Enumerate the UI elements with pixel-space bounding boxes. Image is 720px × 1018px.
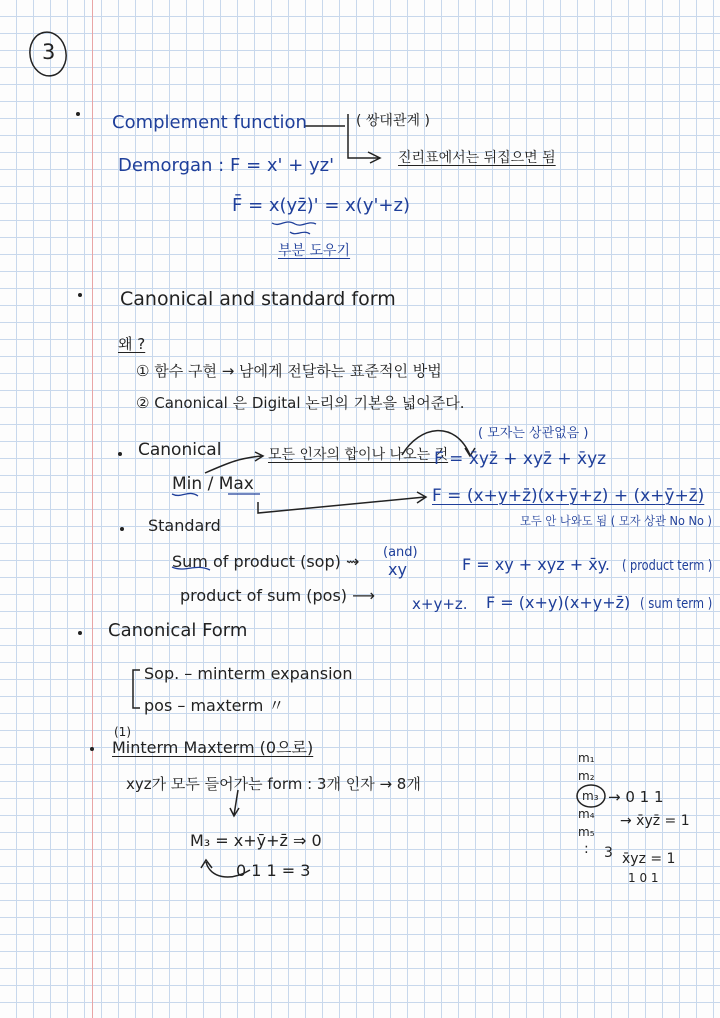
bits-equation: 0 1 1 = 3: [236, 861, 311, 880]
canonical-note: 모든 인자의 합이나 나오는 것: [268, 447, 449, 463]
pos-label: product of sum (pos) ⟶: [180, 586, 376, 605]
minterm-number: (1): [114, 725, 131, 739]
side-m1: m₁: [578, 751, 595, 765]
fbar-underline: [272, 222, 316, 225]
demorgan-label: Demorgan :: [118, 155, 225, 176]
duality-note: ( 쌍대관계 ): [356, 113, 430, 129]
xyz-form-line: xyz가 모두 들어가는 form : 3개 인자 → 8개: [126, 775, 421, 793]
standard-label: Standard: [148, 516, 221, 535]
arrow-tail: [368, 152, 380, 163]
why-item-2: ② Canonical 은 Digital 논리의 기본을 넓어준다.: [136, 394, 465, 412]
sop-label: Sum of product (sop) ⇝: [172, 552, 360, 571]
sop-equation: F = xy + xyz + x̄y.: [462, 555, 610, 574]
f-max-equation: F = (x+y+z̄)(x+ȳ+z) + (x+ȳ+z̄): [432, 486, 705, 506]
f-equation: F = x' + yz': [230, 155, 335, 176]
bullet: [120, 527, 124, 531]
max-arrow: [258, 497, 425, 513]
side-m4: m₄: [578, 807, 595, 821]
truth-table-note: 진리표에서는 뒤집으면 됨: [398, 150, 556, 166]
bullet: [78, 293, 82, 297]
max-note: 모두 안 나와도 됨 ( 모자 상관 No No ): [520, 514, 712, 528]
pos-xyz: x+y+z.: [412, 595, 468, 613]
down-tick: [230, 790, 239, 816]
bullet: [90, 747, 94, 751]
complement-title: Complement function: [112, 112, 307, 133]
why-label: 왜 ?: [118, 335, 146, 353]
bullet: [76, 112, 80, 116]
canonical-form-heading: Canonical Form: [108, 620, 248, 641]
m3-equation: M₃ = x+ȳ+z̄ ⇒ 0: [190, 831, 322, 850]
sop-minterm-line: Sop. – minterm expansion: [144, 664, 353, 683]
why-item-1: ① 함수 구현 → 남에게 전달하는 표준적인 방법: [136, 362, 442, 380]
side-arrow-bits: → 0 1 1: [608, 788, 664, 806]
fbar-equation: F̄ = x(yz̄)' = x(y'+z): [232, 195, 410, 216]
f-min-equation: F = x̄yz̄ + xyz̄ + x̄yz: [434, 449, 607, 469]
sop-tag: ( product term ): [622, 558, 713, 574]
pos-tag: ( sum term ): [640, 596, 713, 612]
side-xyz-eq1: → x̄yz̄ = 1: [620, 813, 690, 829]
paren-note: ( 모자는 상관없음 ): [478, 426, 589, 441]
minterm-maxterm-line: Minterm Maxterm (0으로): [112, 738, 314, 757]
side-m3: m₃: [582, 789, 599, 803]
page-number: 3: [42, 40, 56, 64]
sop-bracket: [133, 670, 140, 708]
pos-equation: F = (x+y)(x+y+z̄): [486, 593, 631, 612]
bullet: [118, 452, 122, 456]
canonical-heading: Canonical and standard form: [120, 288, 396, 310]
side-xyz-eq2: x̄yz = 1: [622, 851, 676, 867]
xy-term: xy: [388, 560, 407, 579]
canonical-label: Canonical: [138, 440, 222, 460]
side-dots: :: [584, 841, 589, 857]
side-m5: m₅: [578, 825, 595, 839]
side-three: 3: [604, 845, 613, 861]
min-max-label: Min / Max: [172, 474, 254, 494]
margin-line: [92, 0, 93, 1018]
pos-maxterm-line: pos – maxterm 〃: [144, 696, 285, 715]
side-m2: m₂: [578, 769, 595, 783]
side-bits-2: 1 0 1: [628, 871, 659, 885]
fbar-note: 부분 도우기: [278, 243, 351, 259]
bullet: [78, 631, 82, 635]
and-label: (and): [383, 545, 418, 560]
